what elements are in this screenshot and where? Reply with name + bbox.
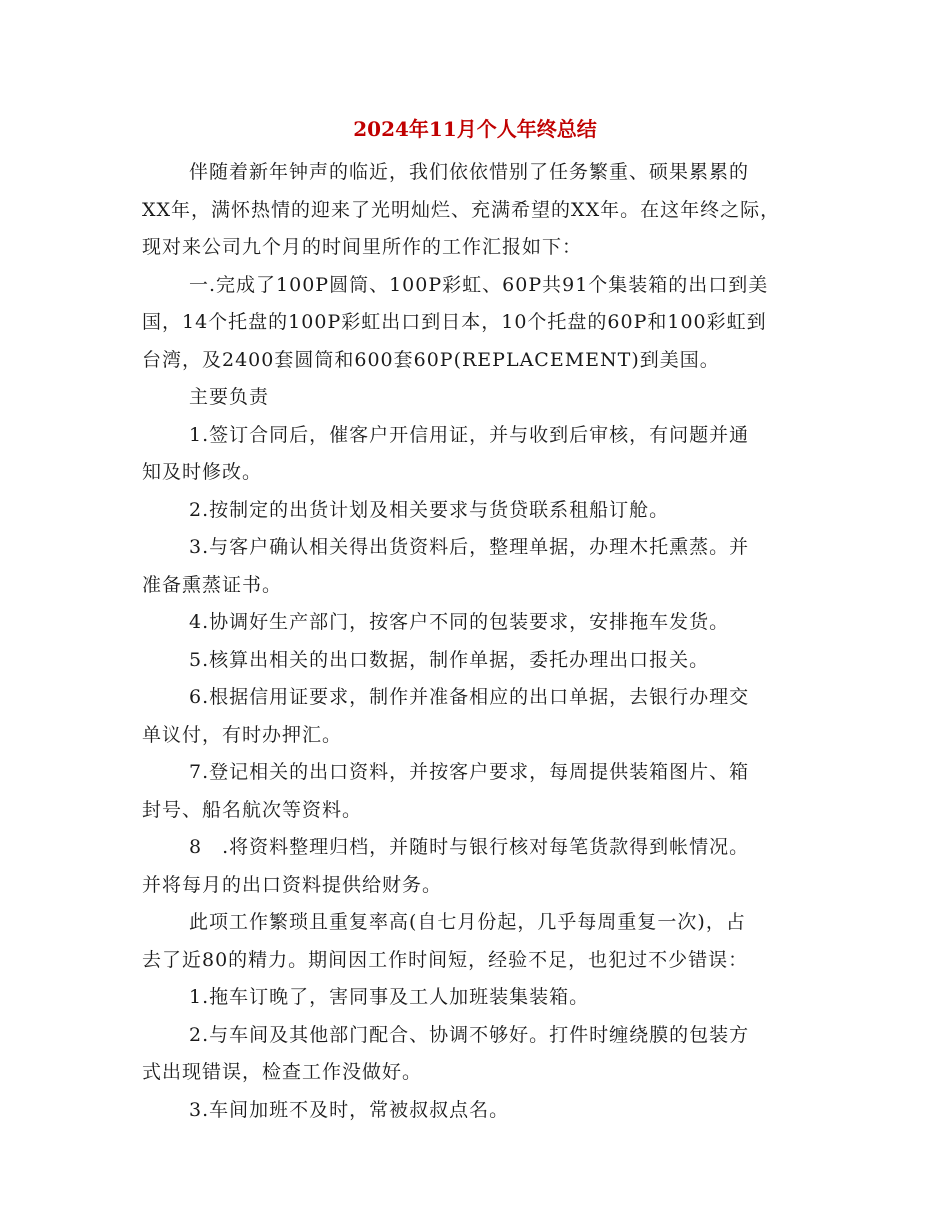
text-line: 1.拖车订晚了，害同事及工人加班装集装箱。 [189,986,590,1008]
text-line: 5.核算出相关的出口数据，制作单据，委托办理出口报关。 [189,648,710,671]
text-line: 3.与客户确认相关得出货资料后，整理单据，办理木托熏蒸。并 [189,536,750,558]
text-line: XX年，满怀热情的迎来了光明灿烂、充满希望的XX年。在这年终之际， [142,198,781,221]
text-line: 去了近80的精力。期间因工作时间短，经验不足，也犯过不少错误： [142,948,749,971]
text-line: 主要负责 [189,386,270,408]
document-title: 2024年11月个人年终总结 [353,117,597,141]
text-line: 现对来公司九个月的时间里所作的工作汇报如下： [142,236,583,258]
text-line: 1.签订合同后，催客户开信用证，并与收到后审核，有问题并通 [189,423,750,446]
text-line: 2.与车间及其他部门配合、协调不够好。打件时缠绕膜的包装方 [189,1023,750,1046]
text-line: 并将每月的出口资料提供给财务。 [142,873,443,896]
text-line: 8 .将资料整理归档，并随时与银行核对每笔货款得到帐情况。 [189,836,750,858]
text-line: 国，14个托盘的100P彩虹出口到日本，10个托盘的60P和100彩虹到 [142,311,767,333]
text-line: 此项工作繁琐且重复率高(自七月份起，几乎每周重复一次)，占 [189,911,746,933]
text-line: 一.完成了100P圆筒、100P彩虹、60P共91个集装箱的出口到美 [189,273,769,296]
text-line: 4.协调好生产部门，按客户不同的包装要求，安排拖车发货。 [189,611,730,633]
text-line: 3.车间加班不及时，常被叔叔点名。 [189,1098,510,1121]
text-line: 7.登记相关的出口资料，并按客户要求，每周提供装箱图片、箱 [189,761,750,783]
document-body [142,154,822,1129]
text-line: 6.根据信用证要求，制作并准备相应的出口单据，去银行办理交 [189,686,750,708]
text-line: 准备熏蒸证书。 [142,573,283,596]
text-line: 台湾，及2400套圆筒和600套60P(REPLACEMENT)到美国。 [142,348,720,371]
text-line: 2.按制定的出货计划及相关要求与货贷联系租船订舱。 [189,498,670,521]
text-line: 知及时修改。 [142,461,263,483]
text-line: 单议付，有时办押汇。 [142,723,343,746]
text-line: 式出现错误，检查工作没做好。 [142,1061,423,1083]
text-line: 伴随着新年钟声的临近，我们依依惜别了任务繁重、硕果累累的 [189,161,750,183]
text-line: 封号、船名航次等资料。 [142,798,363,821]
